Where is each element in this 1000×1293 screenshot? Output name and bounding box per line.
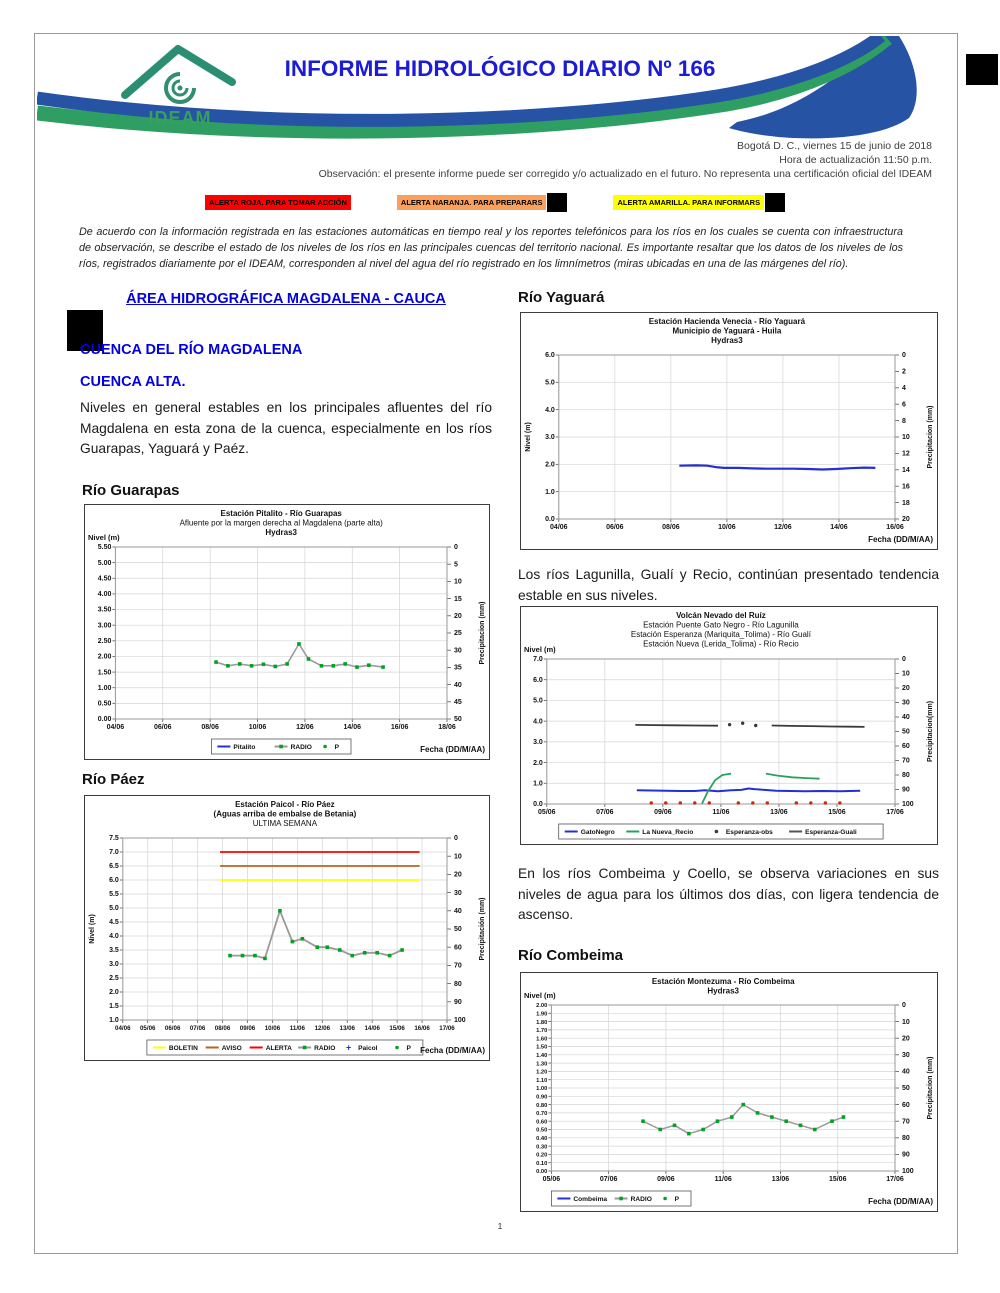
svg-text:7.0: 7.0: [109, 849, 119, 857]
svg-text:80: 80: [902, 772, 910, 780]
cuenca-magdalena-heading: CUENCA DEL RÍO MAGDALENA: [80, 342, 303, 358]
svg-text:0.20: 0.20: [536, 1152, 548, 1159]
area-hidrografica-heading: ÁREA HIDROGRÁFICA MAGDALENA - CAUCA: [126, 291, 446, 307]
svg-text:0.0: 0.0: [533, 801, 543, 809]
chart-canvas: [521, 973, 937, 1211]
svg-text:4.5: 4.5: [109, 919, 119, 927]
svg-text:4.00: 4.00: [97, 591, 112, 599]
svg-text:0: 0: [902, 656, 906, 664]
svg-text:Precipitacion (mm): Precipitacion (mm): [927, 1056, 934, 1120]
svg-text:Estación Puente Gato Negro - R: Estación Puente Gato Negro - Río Lagunilla: [643, 620, 799, 630]
rio-yaguara-heading: Río Yaguará: [518, 289, 605, 306]
svg-text:40: 40: [454, 908, 462, 915]
svg-text:BOLETIN: BOLETIN: [168, 1045, 198, 1053]
svg-text:30: 30: [454, 647, 462, 655]
svg-text:100: 100: [902, 1168, 914, 1176]
svg-text:10: 10: [454, 853, 462, 861]
svg-text:50: 50: [454, 716, 462, 724]
svg-text:60: 60: [902, 1101, 910, 1109]
svg-text:Estación Nueva (Lerida_Tolima): Estación Nueva (Lerida_Tolima) - Río Recio: [643, 639, 799, 649]
svg-text:10: 10: [902, 1018, 910, 1026]
svg-text:0.30: 0.30: [536, 1144, 548, 1151]
ideam-logo-icon: [105, 40, 255, 112]
svg-text:2.0: 2.0: [109, 989, 119, 997]
svg-text:17/06: 17/06: [886, 1176, 904, 1183]
svg-text:4: 4: [902, 385, 906, 392]
svg-text:13/06: 13/06: [771, 1176, 790, 1183]
svg-text:6.0: 6.0: [109, 877, 119, 885]
chart-canvas: [85, 796, 489, 1060]
svg-text:0.70: 0.70: [536, 1111, 548, 1118]
svg-text:1.20: 1.20: [536, 1069, 548, 1076]
chart-volcan-nevado-ruiz: [520, 606, 938, 845]
svg-text:10/06: 10/06: [718, 524, 736, 531]
svg-text:1.60: 1.60: [536, 1036, 548, 1043]
svg-text:ULTIMA SEMANA: ULTIMA SEMANA: [252, 819, 318, 828]
svg-text:2.0: 2.0: [533, 759, 543, 767]
svg-text:17/06: 17/06: [439, 1025, 455, 1032]
svg-text:7.5: 7.5: [109, 835, 119, 843]
svg-text:08/06: 08/06: [201, 724, 219, 731]
svg-text:50: 50: [454, 926, 462, 934]
svg-text:09/06: 09/06: [654, 809, 672, 816]
svg-text:06/06: 06/06: [164, 1025, 181, 1032]
svg-text:Hydras3: Hydras3: [265, 528, 297, 537]
svg-text:20: 20: [902, 1035, 910, 1043]
alert-yellow-label: ALERTA AMARILLA. PARA INFORMARS: [613, 195, 764, 210]
svg-text:20: 20: [454, 613, 462, 620]
svg-text:0.60: 0.60: [536, 1119, 548, 1126]
svg-text:(Aguas arriba de embalse de Be: (Aguas arriba de embalse de Betania): [213, 809, 357, 819]
svg-text:1.90: 1.90: [536, 1011, 548, 1018]
svg-text:Afluente por la margen derecha: Afluente por la margen derecha al Magdalena (parte alta): [179, 518, 383, 528]
svg-text:6.5: 6.5: [109, 863, 119, 871]
svg-text:0.10: 0.10: [536, 1160, 548, 1167]
svg-text:Nivel (m): Nivel (m): [88, 533, 120, 542]
svg-text:4.0: 4.0: [533, 718, 543, 726]
svg-text:30: 30: [902, 1052, 910, 1059]
svg-text:08/06: 08/06: [214, 1025, 231, 1032]
svg-text:12/06: 12/06: [774, 524, 792, 531]
svg-text:16/06: 16/06: [414, 1025, 430, 1032]
svg-text:Municipio de Yaguará - Huila: Municipio de Yaguará - Huila: [672, 326, 782, 336]
svg-text:Esperanza-Guali: Esperanza-Guali: [805, 829, 857, 837]
svg-text:1.0: 1.0: [545, 488, 555, 496]
svg-text:Estación Hacienda Venecia - Rí: Estación Hacienda Venecia - Río Yaguará: [648, 317, 806, 326]
svg-text:GatoNegro: GatoNegro: [580, 829, 615, 837]
rio-combeima-heading: Río Combeima: [518, 947, 624, 964]
svg-text:Fecha (DD/M/AA): Fecha (DD/M/AA): [420, 1046, 485, 1055]
svg-text:40: 40: [902, 1068, 910, 1076]
chart-rio-paez: [84, 795, 490, 1061]
alert-orange-item: [397, 193, 568, 212]
svg-text:Estación Esperanza (Mariquita_: Estación Esperanza (Mariquita_Tolima) - Río Gualí: [630, 630, 811, 639]
svg-text:3.0: 3.0: [533, 739, 543, 747]
svg-text:P: P: [674, 1196, 680, 1204]
svg-text:90: 90: [454, 999, 462, 1006]
svg-text:20: 20: [902, 516, 910, 524]
svg-text:50: 50: [902, 1085, 910, 1093]
svg-text:15/06: 15/06: [828, 1176, 847, 1183]
svg-text:1.5: 1.5: [109, 1003, 119, 1011]
svg-text:10: 10: [902, 434, 910, 442]
svg-text:18/06: 18/06: [438, 724, 456, 731]
svg-text:5.0: 5.0: [533, 697, 543, 705]
svg-text:40: 40: [454, 681, 462, 689]
svg-text:1.0: 1.0: [109, 1017, 119, 1025]
svg-text:RADIO: RADIO: [290, 744, 312, 752]
svg-text:RADIO: RADIO: [630, 1196, 652, 1204]
svg-text:14/06: 14/06: [830, 524, 848, 531]
svg-text:1.50: 1.50: [97, 669, 112, 677]
rio-guarapas-heading: Río Guarapas: [82, 482, 180, 499]
svg-text:La Nueva_Recio: La Nueva_Recio: [642, 829, 694, 837]
svg-text:1.00: 1.00: [536, 1086, 548, 1093]
svg-text:6.0: 6.0: [533, 676, 543, 684]
svg-text:05/06: 05/06: [538, 809, 556, 816]
svg-text:Paicol: Paicol: [358, 1045, 378, 1053]
svg-text:16/06: 16/06: [886, 524, 904, 531]
svg-text:07/06: 07/06: [596, 809, 614, 816]
svg-text:1.40: 1.40: [536, 1053, 548, 1059]
svg-text:15/06: 15/06: [828, 809, 846, 816]
meta-location-date: Bogotá D. C., viernes 15 de junio de 2018: [737, 140, 932, 152]
svg-text:3.0: 3.0: [545, 434, 555, 442]
svg-text:0: 0: [902, 1002, 906, 1010]
svg-text:70: 70: [902, 1118, 910, 1126]
svg-text:30: 30: [902, 699, 910, 707]
cuenca-alta-paragraph: Niveles en general estables en los principales afluentes del río Magdalena en esta zona de la cuenca, especialmente en los ríos Guarapas, Yaguará y Paéz.: [80, 400, 492, 457]
svg-text:0.40: 0.40: [536, 1136, 548, 1142]
svg-text:14/06: 14/06: [364, 1025, 380, 1032]
svg-text:13/06: 13/06: [770, 809, 788, 816]
svg-text:90: 90: [902, 1151, 910, 1159]
svg-text:04/06: 04/06: [115, 1025, 131, 1032]
svg-text:14/06: 14/06: [343, 724, 362, 731]
svg-text:6: 6: [902, 401, 906, 409]
svg-text:40: 40: [902, 714, 910, 722]
svg-text:2.5: 2.5: [109, 975, 119, 983]
alert-legend-strip: [205, 193, 825, 212]
meta-observation: Observación: el presente informe puede ser corregido y/o actualizado en el futuro. No representa una certificación oficial del IDEAM: [318, 168, 932, 180]
svg-text:5.00: 5.00: [97, 559, 112, 567]
svg-text:1.30: 1.30: [536, 1061, 548, 1068]
svg-text:Precipitacion(mm): Precipitacion(mm): [927, 700, 934, 763]
chart-rio-guarapas: [84, 504, 490, 760]
svg-text:0.80: 0.80: [536, 1102, 548, 1109]
svg-text:13/06: 13/06: [339, 1025, 355, 1032]
svg-text:09/06: 09/06: [239, 1025, 256, 1032]
svg-text:3.00: 3.00: [97, 622, 112, 630]
svg-text:5: 5: [454, 561, 458, 569]
svg-text:10/06: 10/06: [248, 724, 267, 731]
svg-text:3.50: 3.50: [97, 606, 112, 614]
chart-rio-combeima: [520, 972, 938, 1212]
svg-text:45: 45: [454, 699, 462, 706]
svg-text:7.0: 7.0: [533, 656, 543, 664]
combeima-paragraph: En los ríos Combeima y Coello, se observa variaciones en sus niveles de agua para los últimos dos días, con ligera tendencia de ascenso.: [518, 866, 939, 923]
logo-spiral-center: [178, 86, 183, 91]
svg-text:15/06: 15/06: [389, 1025, 405, 1032]
svg-text:11/06: 11/06: [712, 809, 730, 816]
svg-text:07/06: 07/06: [599, 1176, 618, 1183]
svg-text:5.0: 5.0: [545, 379, 555, 387]
svg-text:Volcán Nevado del Ruíz: Volcán Nevado del Ruíz: [676, 611, 766, 620]
svg-text:P: P: [406, 1045, 411, 1053]
chart-rio-yaguara: [520, 312, 938, 550]
svg-text:04/06: 04/06: [106, 724, 125, 731]
meta-update-time: Hora de actualización 11:50 p.m.: [779, 154, 932, 166]
svg-text:11/06: 11/06: [714, 1176, 732, 1183]
svg-text:1.50: 1.50: [536, 1044, 548, 1051]
chart-canvas: [521, 313, 937, 549]
svg-text:1.0: 1.0: [533, 780, 543, 788]
svg-text:06/06: 06/06: [154, 724, 172, 731]
svg-text:1.00: 1.00: [97, 684, 112, 692]
svg-text:2.00: 2.00: [97, 653, 112, 661]
svg-text:8: 8: [902, 417, 906, 425]
alert-yellow-item: [613, 193, 785, 212]
svg-text:100: 100: [902, 801, 914, 809]
svg-text:P: P: [334, 744, 340, 752]
svg-text:35: 35: [454, 664, 462, 672]
svg-text:3.5: 3.5: [109, 947, 119, 955]
svg-text:1.80: 1.80: [536, 1019, 548, 1026]
svg-text:Precipitacion (mm): Precipitacion (mm): [479, 601, 486, 665]
svg-text:06/06: 06/06: [606, 524, 624, 531]
svg-text:0.90: 0.90: [536, 1094, 548, 1101]
svg-text:50: 50: [902, 728, 910, 736]
svg-text:0: 0: [902, 352, 906, 360]
svg-text:Nivel (m): Nivel (m): [525, 422, 532, 452]
svg-text:Estación Pitalito - Río Guara: Estación Pitalito - Río Guarapas: [220, 509, 342, 518]
svg-text:10/06: 10/06: [264, 1025, 281, 1032]
svg-text:10: 10: [454, 578, 462, 586]
svg-text:60: 60: [454, 944, 462, 952]
svg-text:0.00: 0.00: [536, 1169, 548, 1176]
svg-text:Precipitacion (mm): Precipitacion (mm): [927, 405, 934, 469]
svg-text:Combeima: Combeima: [573, 1196, 608, 1204]
alert-red-label: ALERTA ROJA. PARA TOMAR ACCIÓN: [205, 195, 351, 210]
svg-text:04/06: 04/06: [550, 524, 568, 531]
svg-text:70: 70: [454, 962, 462, 970]
intro-paragraph: De acuerdo con la información registrada en las estaciones automáticas en tiempo real y los reportes telefónicos para los ríos en los cuales se cuenta con infraestructura de observación, se describe el estado de los niveles de los ríos en las principales cuencas del territorio nacional. Es importante resaltar que los datos de los niveles de los ríos, registrados diariamente por el IDEAM, corresponden al nivel del agua del río registrado en los limnímetros (miras ubicadas en una de las márgenes del río).: [79, 226, 903, 271]
svg-text:11/06: 11/06: [289, 1025, 305, 1032]
svg-text:0.0: 0.0: [545, 516, 555, 524]
svg-text:5.50: 5.50: [97, 544, 112, 552]
svg-text:0: 0: [454, 544, 458, 552]
svg-text:5.0: 5.0: [109, 905, 119, 913]
svg-text:Fecha (DD/M/AA): Fecha (DD/M/AA): [868, 1197, 933, 1206]
svg-text:Nivel (m): Nivel (m): [524, 991, 556, 1000]
redaction-box: [966, 54, 998, 85]
svg-text:4.0: 4.0: [545, 406, 555, 414]
svg-text:5.5: 5.5: [109, 891, 119, 899]
svg-text:Nivel (m): Nivel (m): [89, 914, 96, 944]
page-number: 1: [497, 1221, 503, 1231]
svg-text:16/06: 16/06: [390, 724, 409, 731]
svg-text:4.50: 4.50: [97, 575, 112, 583]
svg-text:25: 25: [454, 630, 462, 638]
alert-orange-label: ALERTA NARANJA. PARA PREPARARS: [397, 195, 547, 210]
svg-text:Nivel (m): Nivel (m): [524, 645, 556, 654]
svg-text:2.00: 2.00: [536, 1003, 548, 1010]
svg-text:08/06: 08/06: [662, 524, 680, 531]
redaction-box: [765, 193, 785, 212]
svg-text:100: 100: [454, 1017, 466, 1025]
chart-canvas: [521, 607, 937, 844]
report-title: INFORME HIDROLÓGICO DIARIO Nº 166: [284, 56, 716, 81]
svg-text:AVISO: AVISO: [221, 1045, 242, 1053]
svg-text:Esperanza-obs: Esperanza-obs: [725, 829, 773, 837]
svg-text:60: 60: [902, 743, 910, 751]
svg-text:16: 16: [902, 483, 910, 491]
svg-text:70: 70: [902, 757, 910, 765]
svg-text:12: 12: [902, 450, 910, 458]
svg-text:0: 0: [454, 835, 458, 843]
svg-text:Estación Montezuma - Río Combe: Estación Montezuma - Río Combeima: [651, 977, 795, 986]
svg-text:Hydras3: Hydras3: [707, 986, 739, 996]
svg-text:80: 80: [454, 980, 462, 988]
chart-canvas: [85, 505, 489, 759]
svg-text:90: 90: [902, 786, 910, 794]
svg-text:30: 30: [454, 889, 462, 897]
svg-text:07/06: 07/06: [189, 1025, 206, 1032]
svg-text:2: 2: [902, 368, 906, 376]
svg-text:Precipitación (mm): Precipitación (mm): [479, 897, 486, 961]
svg-text:1.70: 1.70: [536, 1028, 548, 1035]
svg-text:12/06: 12/06: [296, 724, 314, 731]
svg-text:0.50: 0.50: [536, 1127, 548, 1134]
svg-text:Fecha (DD/M/AA): Fecha (DD/M/AA): [868, 535, 933, 544]
svg-text:10: 10: [902, 670, 910, 678]
svg-text:12/06: 12/06: [314, 1025, 331, 1032]
svg-text:Pitalito: Pitalito: [233, 744, 256, 752]
svg-text:09/06: 09/06: [657, 1176, 675, 1183]
svg-text:1.10: 1.10: [536, 1077, 548, 1084]
svg-text:17/06: 17/06: [886, 809, 904, 816]
svg-text:Hydras3: Hydras3: [711, 336, 743, 345]
rio-paez-heading: Río Páez: [82, 771, 145, 788]
svg-text:20: 20: [454, 871, 462, 879]
svg-text:05/06: 05/06: [542, 1176, 561, 1183]
cuenca-alta-heading: CUENCA ALTA.: [80, 374, 186, 390]
svg-text:RADIO: RADIO: [314, 1045, 336, 1053]
svg-text:Fecha (DD/M/AA): Fecha (DD/M/AA): [420, 745, 485, 754]
redaction-box: [547, 193, 567, 212]
svg-text:15: 15: [454, 595, 462, 603]
svg-text:3.0: 3.0: [109, 961, 119, 969]
svg-text:Estación Paicol - Río Páez: Estación Paicol - Río Páez: [235, 800, 335, 809]
svg-text:20: 20: [902, 685, 910, 693]
svg-text:0.50: 0.50: [97, 700, 112, 708]
ideam-logo-text: IDEAM: [148, 108, 212, 128]
lagunilla-paragraph: Los ríos Lagunilla, Gualí y Recio, continúan presentado tendencia estable en sus niveles.: [518, 567, 939, 603]
svg-text:ALERTA: ALERTA: [265, 1045, 292, 1053]
svg-text:+: +: [345, 1042, 352, 1053]
svg-text:14: 14: [902, 467, 910, 474]
svg-text:80: 80: [902, 1135, 910, 1142]
svg-text:0.00: 0.00: [97, 716, 112, 724]
svg-text:18: 18: [902, 499, 910, 507]
report-meta: [250, 139, 932, 181]
svg-text:05/06: 05/06: [139, 1025, 156, 1032]
svg-text:4.0: 4.0: [109, 933, 119, 941]
svg-text:2.0: 2.0: [545, 461, 555, 469]
svg-text:2.50: 2.50: [97, 638, 112, 646]
svg-text:6.0: 6.0: [545, 352, 555, 360]
